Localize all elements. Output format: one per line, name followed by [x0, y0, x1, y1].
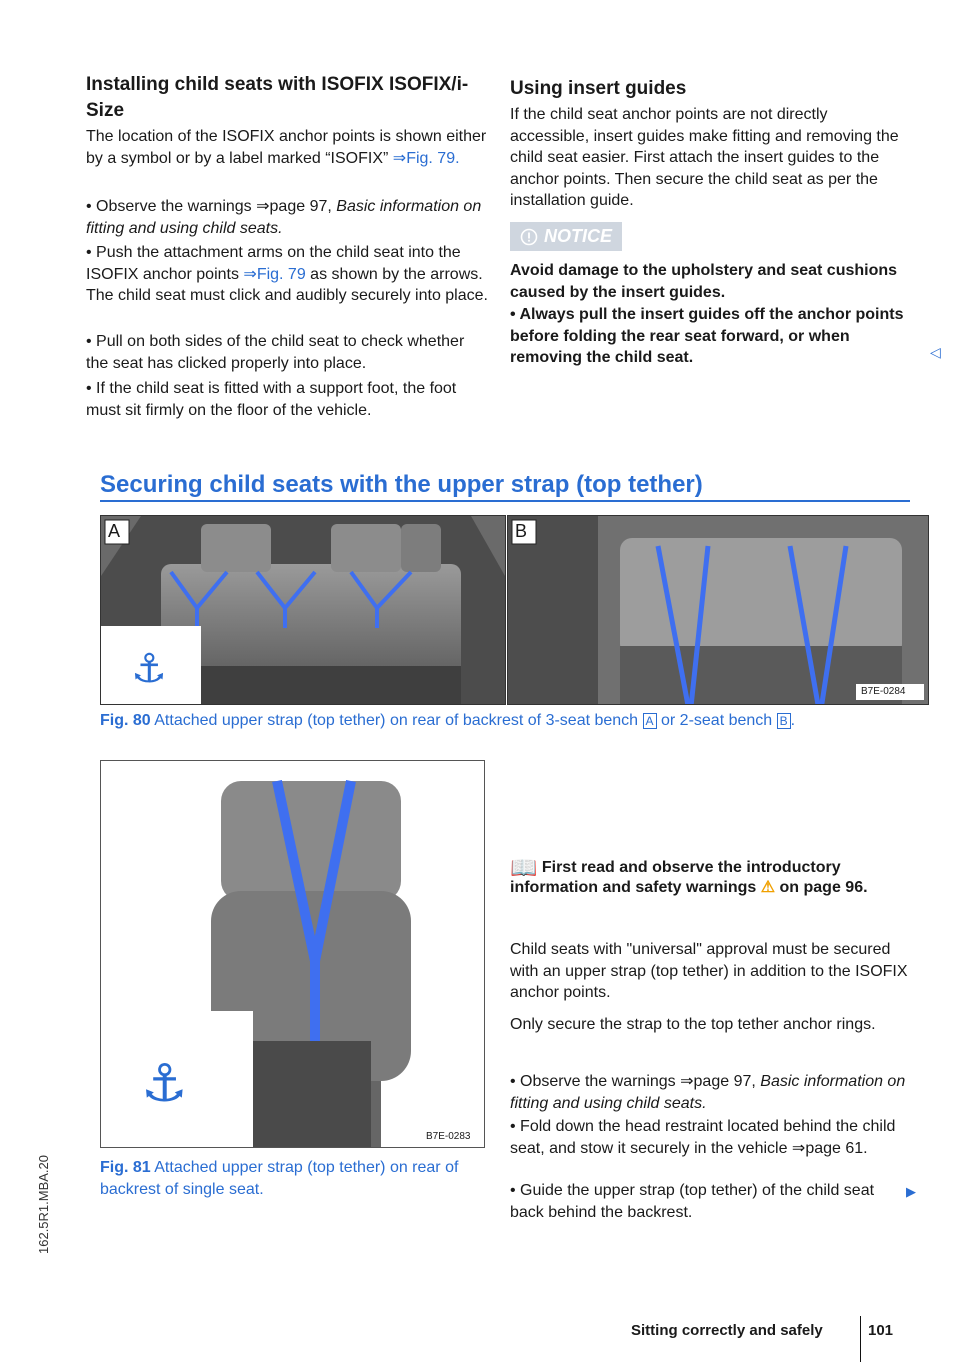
notice-label: NOTICE	[510, 222, 622, 251]
bullet-4: • If the child seat is fitted with a support foot, the foot must sit firmly on the floor of the vehicle.	[86, 380, 457, 419]
intro-box: 📖 First read and observe the introductory information and safety warnings ⚠ on page 96.	[510, 855, 868, 897]
bullet-3: • Pull on both sides of the child seat to check whether the seat has clicked properly into place.	[86, 333, 465, 372]
bullet-1: • Observe the warnings ⇒page 97, Basic information on fitting and using child seats.	[86, 198, 482, 237]
fig79-link[interactable]: ⇒Fig. 79.	[392, 149, 460, 167]
bullet-2: • Push the attachment arms on the child seat into the ISOFIX anchor points ⇒Fig. 79 as shown by the arrows. The child seat must click and audibly securely into place.	[86, 244, 488, 304]
svg-text:⚓: ⚓	[141, 1054, 188, 1114]
next-mark: ▶	[906, 1184, 916, 1199]
notice-bold: Avoid damage to the upholstery and seat cushions caused by the insert guides.	[510, 262, 898, 301]
fig80-label-b: B	[515, 521, 528, 541]
body2-bullet-2: • Fold down the head restraint located behind the child seat, and stow it securely in the vehicle ⇒page 61.	[510, 1118, 896, 1157]
footer-divider	[860, 1316, 861, 1362]
body2-p2: Only secure the strap to the top tether anchor rings.	[510, 1016, 876, 1033]
section-title: Securing child seats with the upper strap (top tether)	[100, 471, 703, 498]
fig81-image	[100, 760, 485, 1148]
notice-bullet: • Always pull the insert guides off the anchor points before folding the rear seat forward, or when removing the child seat.	[510, 306, 904, 366]
end-mark: ◁	[930, 344, 941, 360]
fig80-image-a	[100, 515, 506, 705]
side-code: 162.5R1.MBA.20	[36, 1154, 51, 1254]
body2-bullet-1: • Observe the warnings ⇒page 97, Basic information on fitting and using child seats.	[510, 1073, 906, 1112]
svg-text:⚓: ⚓	[131, 646, 167, 692]
insert-guides-text: If the child seat anchor points are not directly accessible, insert guides make fitting and removing the child seat easier. First attach the insert guides to the anchor points. Then secure the child seat as per the installation guide.	[510, 106, 899, 209]
page-number: 101	[868, 1322, 894, 1339]
fig80-code: B7E-0284	[861, 686, 906, 697]
insert-guides-heading: Using insert guides	[510, 78, 687, 99]
footer-section: Sitting correctly and safely	[631, 1322, 823, 1339]
fig80-caption: Fig. 80 Attached upper strap (top tether) on rear of backrest of 3-seat bench A or 2-seat bench B .	[100, 712, 796, 729]
fig80-image-b	[507, 515, 929, 705]
warning-icon: ⚠	[760, 879, 776, 897]
fig81-caption: Fig. 81 Attached upper strap (top tether) on rear of backrest of single seat.	[100, 1159, 459, 1198]
fig80-label-a: A	[108, 521, 121, 541]
body2-p1: Child seats with "universal" approval must be secured with an upper strap (top tether) in addition to the ISOFIX anchor points.	[510, 941, 908, 1001]
isofix-intro: The location of the ISOFIX anchor points is shown either by a symbol or by a label marked “ISOFIX” ⇒Fig. 79.	[86, 128, 487, 167]
notice-icon	[520, 228, 538, 246]
book-icon: 📖	[510, 855, 538, 880]
body2-bullet-3: • Guide the upper strap (top tether) of the child seat back behind the backrest.	[510, 1182, 875, 1221]
section-rule	[100, 500, 910, 502]
fig81-code: B7E-0283	[426, 1131, 471, 1142]
isofix-heading: Installing child seats with ISOFIX ISOFIX/i-Size	[86, 74, 469, 121]
